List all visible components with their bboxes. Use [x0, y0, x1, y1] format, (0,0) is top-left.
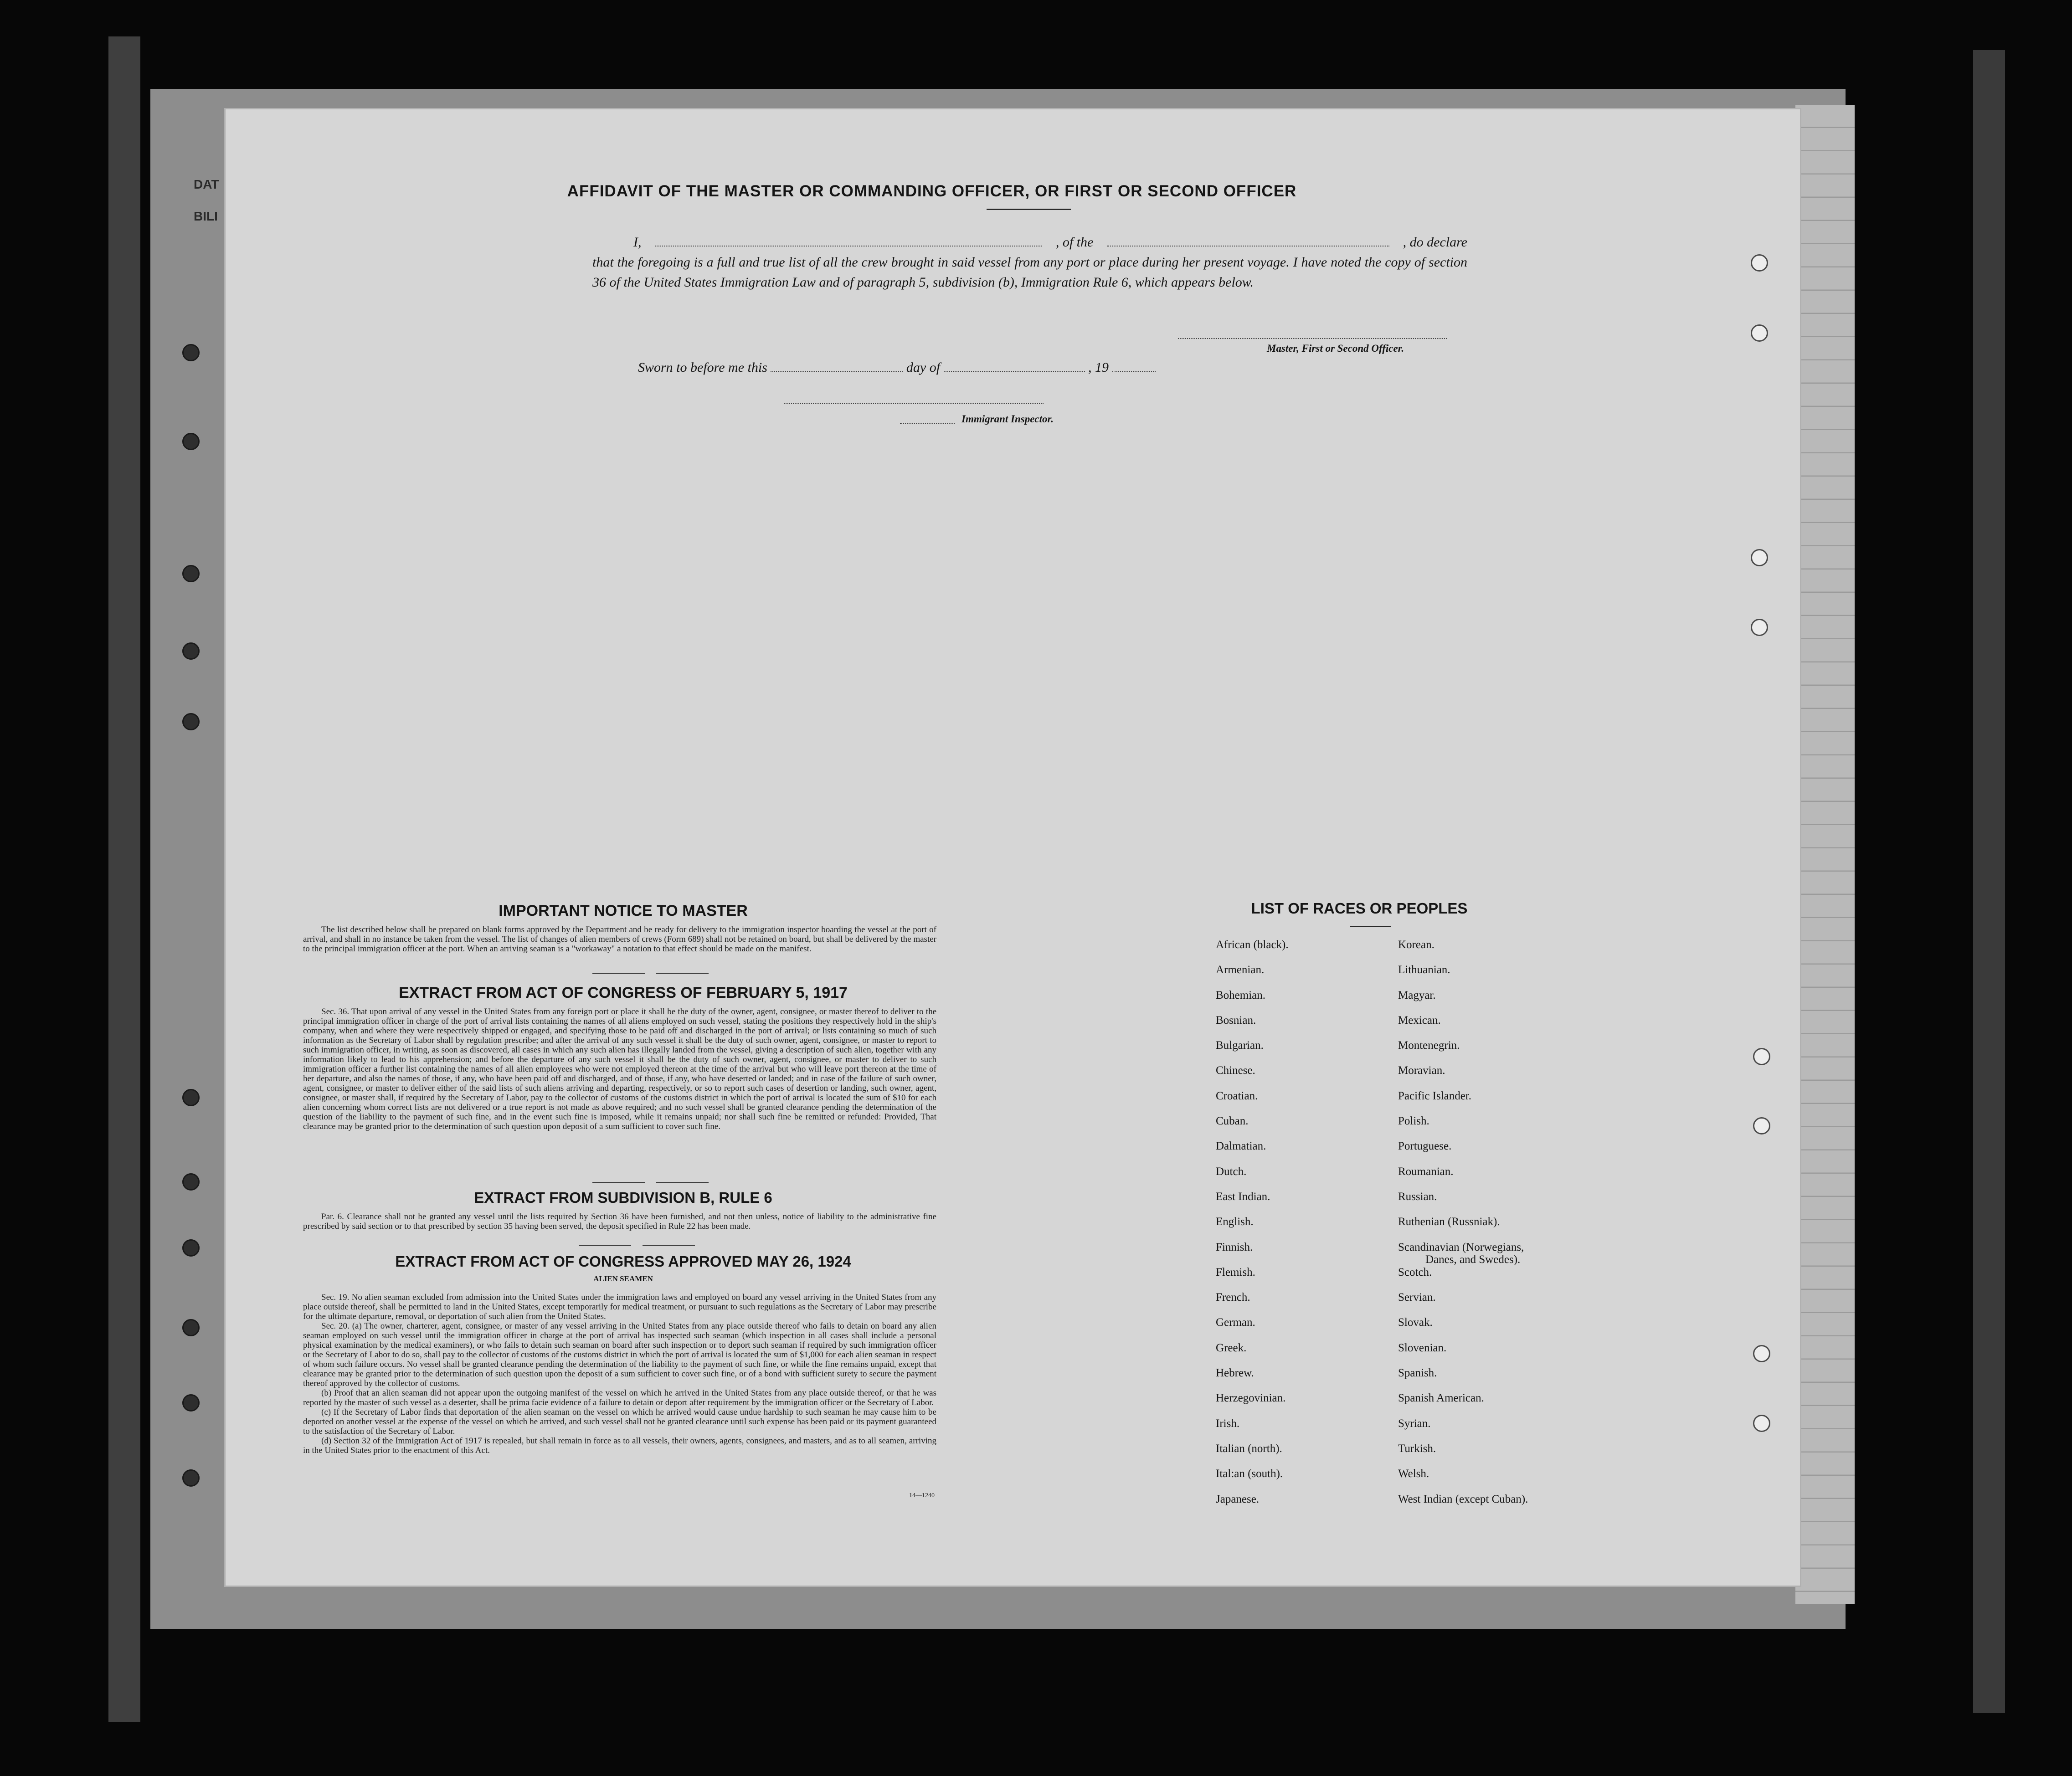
race-item: Italian (north).	[1216, 1442, 1282, 1455]
race-item: Scotch.	[1398, 1266, 1432, 1278]
ruled-edge-of-sheet	[1795, 105, 1855, 1604]
race-item: Montenegrin.	[1398, 1039, 1460, 1052]
sworn-day-blank[interactable]	[771, 371, 903, 372]
race-item: Russian.	[1398, 1190, 1437, 1203]
section-20a-paragraph: Sec. 20. (a) The owner, charterer, agent, consignee, or master of any vessel arriving in the United States from any place outside thereof who fails to detain on board any alien seaman employed on such vessel until the immigration officer in charge at the port of arrival has inspected such seaman (which inspection in all cases shall include a personal physical examination by the medical examiners), or who fails to detain such seaman on board after such inspection or to deport such seaman if required by such immigration officer or the Secretary of Labor to do so, shall pay to the collector of customs of the customs district in which the port of arrival is located the sum of $1,000 for each alien seaman in respect of whom such failure occurs. No vessel shall be granted clearance pending the determination of the liability to the payment of such fine, or while the fine remains unpaid, except that clearance may be granted prior to the determination of such question upon the deposit of a sum sufficient to cover such fine, or of a bond with sufficient surety to secure the payment thereof approved by the collector of customs.	[303, 1321, 936, 1388]
punch-hole	[182, 1239, 200, 1257]
race-item: East Indian.	[1216, 1190, 1270, 1203]
race-item: Portuguese.	[1398, 1140, 1452, 1153]
race-item: Slovak.	[1398, 1316, 1433, 1329]
film-strip-right	[1973, 50, 2005, 1713]
declaration-first-line	[592, 232, 1467, 252]
races-left-column	[1216, 939, 1289, 1518]
sworn-start: Sworn to before me this	[638, 360, 767, 375]
section-divider	[656, 1182, 709, 1183]
punch-hole	[182, 1089, 200, 1106]
race-item: Magyar.	[1398, 989, 1436, 1001]
race-item: Greek.	[1216, 1341, 1247, 1354]
affidavit-declaration	[592, 232, 1467, 293]
race-item: Turkish.	[1398, 1442, 1436, 1455]
affidavit-title: AFFIDAVIT OF THE MASTER OR COMMANDING OFFICER, OR FIRST OR SECOND OFFICER	[567, 182, 1297, 200]
race-item: Finnish.	[1216, 1241, 1253, 1253]
inspector-dot-leader	[900, 423, 955, 424]
declaration-do-declare: , do declare	[1403, 235, 1467, 250]
punch-hole	[1753, 1345, 1770, 1362]
race-item: Irish.	[1216, 1417, 1240, 1430]
punch-hole	[1751, 619, 1768, 636]
section-divider	[592, 1182, 645, 1183]
notice-paragraph: The list described below shall be prepared on blank forms approved by the Department and be ready for delivery to the immigration inspector boarding the vessel at the port of arrival, and shall in no instance be taken from the vessel. The list of changes of alien members of crews (Form 689) shall not be retained on board, but shall be delivered by the master to the principal immigration officer at the port. When an arriving seaman is a "workaway" a notation to that effect should be made on the manifest.	[303, 925, 936, 954]
race-item: English.	[1216, 1216, 1254, 1228]
race-item: Flemish.	[1216, 1266, 1255, 1278]
extract-1917-title: EXTRACT FROM ACT OF CONGRESS OF FEBRUARY 5, 1917	[399, 984, 848, 1001]
race-item: Ruthenian (Russniak).	[1398, 1216, 1500, 1228]
race-item: Mexican.	[1398, 1014, 1441, 1027]
race-item: Herzegovinian.	[1216, 1392, 1286, 1405]
section-divider	[656, 973, 709, 974]
sworn-line	[638, 360, 1156, 375]
punch-hole	[182, 1319, 200, 1336]
extract-1924-title: EXTRACT FROM ACT OF CONGRESS APPROVED MAY 26, 1924	[395, 1253, 851, 1270]
section-20d-paragraph: (d) Section 32 of the Immigration Act of 1917 is repealed, but shall remain in force as to all vessels, their owners, agents, consignees, and masters, and as to all seamen, arriving in the United States prior to the enactment of this Act.	[303, 1436, 936, 1455]
punch-hole	[1753, 1117, 1770, 1134]
declaration-body: that the foregoing is a full and true list of all the crew brought in said vessel from any port or place during her present voyage. I have noted the copy of section 36 of the United States Immigration Law and of paragraph 5, subdivision (b), Immigration Rule 6, which appears below.	[592, 255, 1467, 290]
paragraph-6: Par. 6. Clearance shall not be granted any vessel until the lists required by Section 36 have been furnished, and not then unless, notice of liability to the administrative fine prescribed by said section or to that prescribed by section 35 having been served, the deposit specified in Rule 22 has been made.	[303, 1212, 936, 1231]
race-item	[1398, 1241, 1528, 1266]
section-20c-paragraph: (c) If the Secretary of Labor finds that deportation of the alien seaman on the vessel on which he arrived would cause undue hardship to such seaman he may cause him to be deported on another vessel at the expense of the vessel on which he arrived, and such vessel shall not be granted clearance until such expense has been paid or its payment guaranteed to the satisfaction of the Secretary of Labor.	[303, 1407, 936, 1436]
sworn-year-blank[interactable]	[1112, 371, 1156, 372]
margin-fragment: BILI	[194, 209, 218, 223]
race-item: Spanish.	[1398, 1367, 1437, 1380]
inspector-label: Immigrant Inspector.	[961, 413, 1054, 425]
race-item: French.	[1216, 1291, 1250, 1304]
declaration-of-the: , of the	[1055, 235, 1094, 250]
race-item: Pacific Islander.	[1398, 1089, 1472, 1102]
punch-hole	[182, 1173, 200, 1191]
notice-text	[303, 925, 936, 954]
race-item: Servian.	[1398, 1291, 1436, 1304]
race-item: Croatian.	[1216, 1089, 1258, 1102]
race-item: Bohemian.	[1216, 989, 1266, 1001]
declaration-i: I,	[633, 235, 642, 250]
punch-hole	[182, 433, 200, 450]
sworn-month-blank[interactable]	[944, 371, 1085, 372]
punch-hole	[182, 1394, 200, 1412]
signature-line[interactable]	[1178, 338, 1447, 339]
section-19-paragraph: Sec. 19. No alien seaman excluded from admission into the United States under the immigration laws and employed on board any vessel arriving in the United States from any place outside thereof, shall be permitted to land in the United States, except temporarily for medical treatment, or pursuant to such regulations as the Secretary of Labor may prescribe for the ultimate departure, removal, or deportation of such alien from the United States.	[303, 1293, 936, 1321]
sworn-year: , 19	[1088, 360, 1109, 375]
punch-hole	[1753, 1415, 1770, 1432]
races-title-rule	[1350, 926, 1391, 927]
inspector-signature-line[interactable]	[784, 403, 1044, 404]
punch-hole	[182, 713, 200, 730]
rule-6-title: EXTRACT FROM SUBDIVISION B, RULE 6	[474, 1189, 772, 1206]
race-item: Slovenian.	[1398, 1341, 1447, 1354]
race-item: Hebrew.	[1216, 1367, 1254, 1380]
punch-hole	[1751, 324, 1768, 342]
form-number: 14—1240	[909, 1492, 935, 1499]
race-item: Welsh.	[1398, 1468, 1429, 1480]
races-title: LIST OF RACES OR PEOPLES	[1251, 900, 1468, 917]
punch-hole	[1751, 254, 1768, 272]
punch-hole	[1753, 1048, 1770, 1065]
races-right-column	[1398, 939, 1528, 1518]
race-item-line: Scandinavian (Norwegians,	[1398, 1241, 1524, 1253]
race-item: Bulgarian.	[1216, 1039, 1264, 1052]
title-rule	[987, 209, 1071, 210]
margin-fragment: DAT	[194, 177, 219, 191]
race-item: Japanese.	[1216, 1493, 1260, 1505]
race-item: Korean.	[1398, 939, 1434, 951]
form-page	[226, 109, 1800, 1586]
section-divider	[643, 1245, 695, 1246]
section-20b-paragraph: (b) Proof that an alien seaman did not appear upon the outgoing manifest of the vessel on which he arrived in the United States from any place outside thereof, or that he was reported by the master of such vessel as a deserter, shall be prima facie evidence of a failure to detain or deport after requirement by the immigration officer or the Secretary of Labor.	[303, 1388, 936, 1407]
race-item: Moravian.	[1398, 1064, 1445, 1077]
film-strip-left	[108, 36, 140, 1722]
sworn-day-of: day of	[906, 360, 941, 375]
punch-hole	[182, 344, 200, 361]
race-item-line: Danes, and Swedes).	[1425, 1253, 1521, 1266]
race-item: Ital:an (south).	[1216, 1468, 1283, 1480]
signature-label: Master, First or Second Officer.	[1267, 343, 1404, 354]
extract-1924-text	[303, 1293, 936, 1455]
race-item: Roumanian.	[1398, 1165, 1454, 1178]
punch-hole	[182, 642, 200, 660]
race-item: Armenian.	[1216, 964, 1265, 976]
race-item: Dutch.	[1216, 1165, 1247, 1178]
race-item: African (black).	[1216, 939, 1289, 951]
section-36-paragraph: Sec. 36. That upon arrival of any vessel in the United States from any foreign port or place it shall be the duty of the owner, agent, consignee, or master thereof to deliver to the principal immigration officer in charge of the port of arrival lists containing the names of all aliens employed on such vessel, stating the positions they respectively hold in the ship's company, when and where they were respectively shipped or engaged, and specifying those to be paid off and discharged in the port of arrival; or lists containing so much of such information as the Secretary of Labor shall by regulation prescribe; and after the arrival of any such vessel it shall be the duty of such owner, agent, consignee, or master to report to such immigration officer, in writing, as soon as discovered, all cases in which any such alien has illegally landed from the vessel, giving a description of such alien, together with any information likely to lead to his apprehension; and before the departure of any such vessel it shall be the duty of such owner, agent, consignee, or master to deliver to such immigration officer a further list containing the names of all alien employees who were not employed thereon at the time of the arrival but who will leave port thereon at the time of her departure, and also the names of those, if any, who have been paid off and discharged, and of those, if any, who have deserted or landed; and in case of the failure of such owner, agent, consignee, or master to deliver either of the said lists of such aliens arriving and departing, respectively, or so to report such cases of desertion or landing, such owner, agent, consignee, or master shall, if required by the Secretary of Labor, pay to the collector of customs of the customs district in which the port of arrival is located the sum of $10 for each alien concerning whom correct lists are not delivered or a true report is not made as above required; and no such vessel shall be granted clearance pending the determination of the question of the liability to the payment of such fine, and in the event such fine is imposed, while it remains unpaid; nor shall such fine be remitted or refunded: Provided, That clearance may be granted prior to the determination of such question upon deposit of a sum sufficient to cover such fine.	[303, 1007, 936, 1131]
margin-fragments	[194, 169, 219, 232]
punch-hole	[182, 565, 200, 582]
race-item: Cuban.	[1216, 1115, 1249, 1128]
rule-6-text	[303, 1212, 936, 1231]
section-divider	[579, 1245, 631, 1246]
notice-title: IMPORTANT NOTICE TO MASTER	[499, 902, 748, 919]
race-item: Bosnian.	[1216, 1014, 1256, 1027]
race-item: Polish.	[1398, 1115, 1429, 1128]
alien-seamen-subtitle: ALIEN SEAMEN	[593, 1274, 653, 1283]
race-item: Lithuanian.	[1398, 964, 1450, 976]
punch-hole	[182, 1469, 200, 1487]
extract-1917-text	[303, 1007, 936, 1131]
punch-hole	[1751, 549, 1768, 566]
race-item: Dalmatian.	[1216, 1140, 1266, 1153]
race-item: German.	[1216, 1316, 1255, 1329]
race-item: Chinese.	[1216, 1064, 1255, 1077]
race-item: West Indian (except Cuban).	[1398, 1493, 1528, 1505]
race-item: Syrian.	[1398, 1417, 1431, 1430]
race-item: Spanish American.	[1398, 1392, 1484, 1405]
section-divider	[592, 973, 645, 974]
